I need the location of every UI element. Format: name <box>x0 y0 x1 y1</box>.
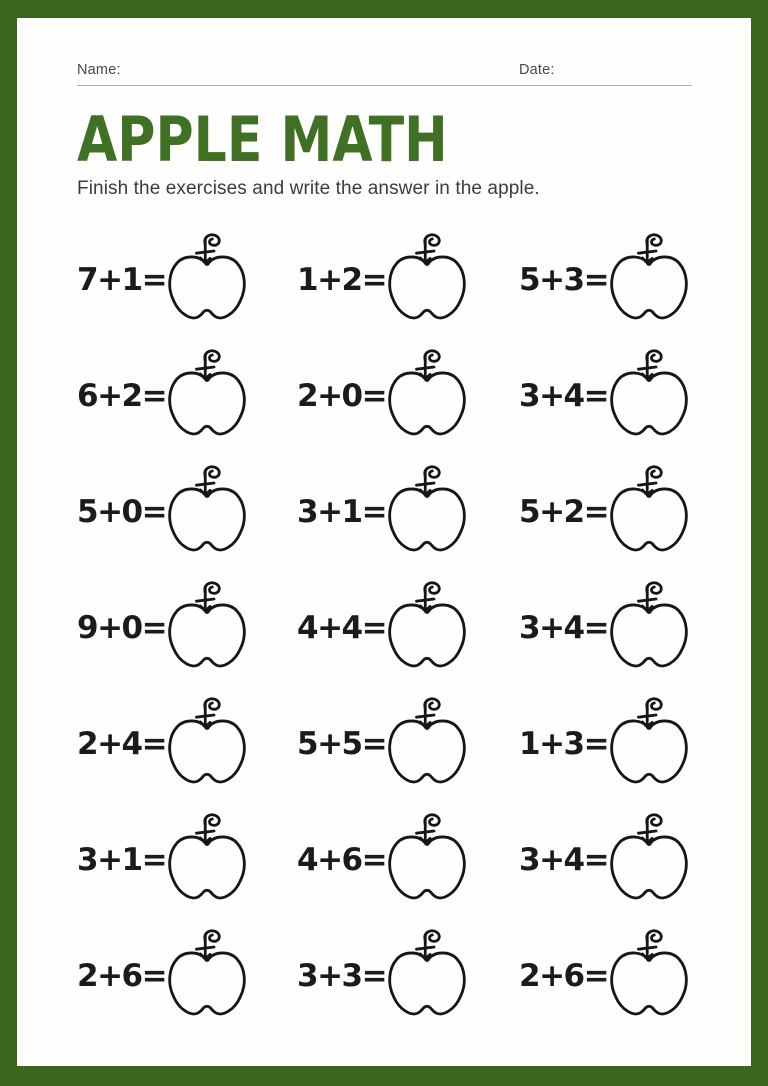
problem-cell <box>77 570 297 686</box>
apple-answer-icon[interactable] <box>163 465 251 559</box>
apple-answer-icon[interactable] <box>383 929 471 1023</box>
apple-answer-icon[interactable] <box>383 813 471 907</box>
name-label: Name: <box>77 62 121 78</box>
problem-cell <box>77 338 297 454</box>
problem-expression: 3+1= <box>77 842 167 878</box>
problem-expression: 2+6= <box>77 958 167 994</box>
problem-expression: 3+4= <box>519 842 609 878</box>
problem-cell <box>297 802 519 918</box>
problem-expression: 3+1= <box>297 494 387 530</box>
problem-cell <box>77 454 297 570</box>
problem-expression: 5+3= <box>519 262 609 298</box>
problem-cell <box>519 570 689 686</box>
problem-cell <box>77 918 297 1034</box>
problem-expression: 2+6= <box>519 958 609 994</box>
apple-answer-icon[interactable] <box>605 349 693 443</box>
apple-answer-icon[interactable] <box>605 813 693 907</box>
problem-expression: 3+4= <box>519 610 609 646</box>
problem-cell <box>77 802 297 918</box>
apple-answer-icon[interactable] <box>605 465 693 559</box>
date-label: Date: <box>519 62 555 78</box>
apple-answer-icon[interactable] <box>163 697 251 791</box>
problem-cell <box>519 686 689 802</box>
page-title: APPLE MATH <box>77 103 448 176</box>
problem-cell <box>519 338 689 454</box>
apple-answer-icon[interactable] <box>383 349 471 443</box>
apple-answer-icon[interactable] <box>163 929 251 1023</box>
apple-answer-icon[interactable] <box>605 581 693 675</box>
problem-expression: 9+0= <box>77 610 167 646</box>
apple-answer-icon[interactable] <box>163 813 251 907</box>
name-date-line[interactable] <box>77 60 692 86</box>
problem-expression: 2+4= <box>77 726 167 762</box>
problem-expression: 3+4= <box>519 378 609 414</box>
problem-cell <box>297 918 519 1034</box>
problem-expression: 5+2= <box>519 494 609 530</box>
problem-cell <box>297 222 519 338</box>
problem-expression: 5+0= <box>77 494 167 530</box>
problem-cell <box>297 338 519 454</box>
worksheet-page <box>17 18 751 1066</box>
apple-answer-icon[interactable] <box>383 465 471 559</box>
problem-expression: 1+2= <box>297 262 387 298</box>
problem-expression: 5+5= <box>297 726 387 762</box>
apple-answer-icon[interactable] <box>383 697 471 791</box>
problem-expression: 3+3= <box>297 958 387 994</box>
apple-answer-icon[interactable] <box>383 581 471 675</box>
apple-answer-icon[interactable] <box>163 349 251 443</box>
problems-grid <box>77 222 692 1034</box>
problem-cell <box>519 918 689 1034</box>
problem-cell <box>297 686 519 802</box>
problem-expression: 7+1= <box>77 262 167 298</box>
problem-cell <box>519 454 689 570</box>
problem-cell <box>77 222 297 338</box>
problem-cell <box>519 222 689 338</box>
apple-answer-icon[interactable] <box>383 233 471 327</box>
problem-cell <box>77 686 297 802</box>
apple-answer-icon[interactable] <box>605 697 693 791</box>
apple-answer-icon[interactable] <box>163 233 251 327</box>
problem-cell <box>519 802 689 918</box>
problem-expression: 1+3= <box>519 726 609 762</box>
problem-expression: 4+6= <box>297 842 387 878</box>
apple-answer-icon[interactable] <box>605 929 693 1023</box>
apple-answer-icon[interactable] <box>605 233 693 327</box>
problem-expression: 2+0= <box>297 378 387 414</box>
problem-cell <box>297 454 519 570</box>
problem-expression: 6+2= <box>77 378 167 414</box>
problem-expression: 4+4= <box>297 610 387 646</box>
apple-answer-icon[interactable] <box>163 581 251 675</box>
instructions-text: Finish the exercises and write the answer in the apple. <box>77 178 540 199</box>
problem-cell <box>297 570 519 686</box>
